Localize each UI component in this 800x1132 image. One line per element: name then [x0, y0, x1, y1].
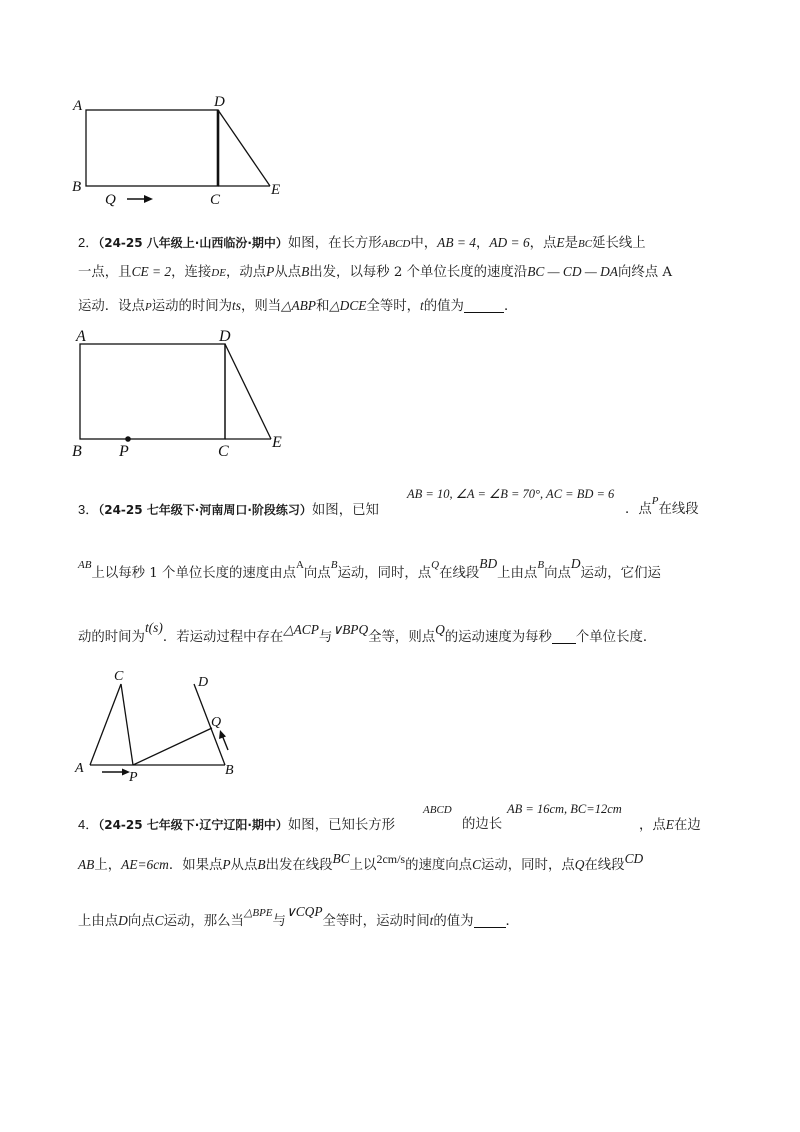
- q2-math: △ABP: [281, 298, 316, 313]
- fig3-segment-cp: [121, 684, 133, 765]
- fig2-label-c: C: [218, 443, 229, 460]
- q2-text: ，点: [529, 236, 557, 251]
- q2-math: BC: [578, 238, 593, 250]
- q3-math: P: [651, 495, 659, 507]
- q4-math: CD: [624, 851, 644, 866]
- q2-text: ，连接: [171, 265, 212, 280]
- q4-text: 与: [272, 914, 286, 929]
- answer-blank[interactable]: [474, 914, 506, 928]
- q4-math: P: [222, 857, 231, 872]
- q2-line-1: [78, 236, 646, 250]
- q4-text: 如图，已知长方形: [287, 818, 396, 833]
- fig3-label-p: P: [129, 770, 138, 784]
- q4-text: 全等时，运动时间: [322, 914, 430, 929]
- fig1-arrow-head: [144, 195, 153, 203]
- q3-text: 在线段: [658, 502, 699, 517]
- q2-text: ，则当: [240, 299, 282, 314]
- fig3-label-a: A: [75, 761, 84, 776]
- q3-text: 如图，已知: [311, 503, 379, 518]
- q2-number: 2．: [78, 235, 99, 250]
- q4-text: 在线段: [584, 858, 625, 873]
- q4-number: 4．: [78, 817, 99, 832]
- q4-text: 上由点: [78, 914, 119, 929]
- figure-3: [70, 664, 250, 784]
- figure-2: [66, 322, 306, 462]
- q2-text: 是: [564, 236, 578, 251]
- q3-math: B: [537, 559, 545, 571]
- q3-math: AB: [78, 559, 92, 571]
- q4-text: 的速度向点: [405, 858, 473, 873]
- fig2-point-p: [125, 436, 131, 442]
- fig1-label-q: Q: [105, 192, 116, 208]
- q4-math: E: [665, 817, 674, 832]
- q4-text: 从点: [230, 858, 258, 873]
- figure-1: [60, 90, 300, 210]
- q3-math: D: [570, 556, 581, 571]
- q2-math: CE = 2: [131, 264, 172, 279]
- q2-math: B: [301, 264, 310, 279]
- q2-text: 向终点 A: [617, 265, 673, 280]
- q4-text: 的边长: [462, 817, 503, 832]
- q2-text: 运动的时间为: [151, 299, 233, 314]
- fig1-label-c: C: [210, 192, 221, 208]
- q3-line-2: [78, 556, 661, 581]
- q4-math: ABCD: [423, 804, 452, 816]
- q3-text: 动的时间为: [78, 630, 145, 645]
- answer-blank[interactable]: [552, 630, 576, 644]
- answer-blank[interactable]: [464, 299, 504, 313]
- fig2-label-b: B: [72, 443, 82, 460]
- q2-text: ，: [475, 236, 490, 251]
- fig1-label-a: A: [73, 98, 83, 114]
- fig2-label-e: E: [272, 434, 282, 451]
- q4-text: 上以: [349, 858, 377, 873]
- q4-math: BC: [332, 851, 350, 866]
- q2-math: AD = 6: [489, 235, 530, 250]
- fig1-label-d: D: [214, 94, 225, 110]
- q4-dims-line-2: [507, 803, 622, 816]
- q4-dims-line: [423, 803, 452, 816]
- q3-text: 全等，则点: [368, 630, 436, 645]
- q3-text: 与: [318, 630, 333, 645]
- q4-text: 出发在线段: [265, 858, 333, 873]
- q4-line-2: [78, 851, 644, 873]
- q4-text: ．: [505, 914, 519, 929]
- q2-math: E: [556, 235, 565, 250]
- fig1-label-b: B: [72, 179, 82, 195]
- q2-text: 延长线上: [592, 236, 646, 251]
- fig2-segment-de: [225, 344, 271, 439]
- fig1-segment-de: [218, 110, 270, 186]
- q3-text: ．点: [625, 502, 652, 517]
- q2-math: BC — CD — DA: [527, 264, 618, 279]
- q3-line-1b: [625, 495, 699, 517]
- q4-math: t: [429, 913, 434, 928]
- q2-math: P: [266, 264, 275, 279]
- q3-text: 的运动速度为每秒: [444, 630, 552, 645]
- fig2-rectangle: [80, 344, 225, 439]
- q4-text: 运动，那么当: [163, 914, 244, 929]
- q3-text: 运动，同时，点: [337, 566, 432, 581]
- q4-line-1: [78, 818, 395, 832]
- q2-text: ，动点: [225, 265, 267, 280]
- q4-math: AB: [78, 857, 95, 872]
- q2-math: DE: [211, 267, 226, 279]
- q2-text: 中，: [410, 236, 438, 251]
- q3-text: 向点: [544, 566, 571, 581]
- q3-line-1: [78, 503, 379, 517]
- q3-math: BD: [479, 556, 498, 571]
- q2-line-2: [78, 265, 672, 279]
- q4-math: AE=6cm: [121, 857, 169, 872]
- q4-math: Q: [574, 857, 585, 872]
- q3-text: 上由点: [497, 566, 538, 581]
- q4-dims: AB = 16cm, BC=12cm: [507, 802, 622, 816]
- q3-text: 向点: [303, 566, 331, 581]
- q4-text: 向点: [127, 914, 155, 929]
- q3-math: B: [330, 559, 338, 571]
- q4-text: 的值为: [433, 914, 474, 929]
- q2-math: P: [144, 301, 152, 313]
- q2-text: 运动．设点: [78, 299, 145, 314]
- fig3-segment-pq: [133, 728, 212, 765]
- fig2-label-d: D: [219, 328, 231, 345]
- q4-text: ，点: [639, 818, 666, 833]
- q4-line-3: [78, 904, 519, 929]
- fig3-arrow-q-head: [219, 730, 226, 739]
- fig3-label-b: B: [225, 763, 234, 778]
- fig2-label-a: A: [76, 328, 86, 345]
- q4-text: 上，: [94, 858, 122, 873]
- fig1-rectangle: [86, 110, 218, 186]
- q3-number: 3．: [78, 502, 99, 517]
- q3-math: ∨BPQ: [332, 622, 369, 637]
- fig3-label-d: D: [198, 675, 209, 690]
- q2-line-3: [78, 299, 517, 313]
- q4-text: 运动，同时，点: [481, 858, 575, 873]
- q4-math: C: [472, 857, 481, 872]
- q4-line-1b: [462, 818, 502, 831]
- q2-math: ABCD: [381, 238, 411, 250]
- q2-text: 和: [315, 299, 330, 314]
- q2-text: 一点，且: [78, 265, 132, 280]
- q3-math: t(s): [144, 620, 163, 635]
- q4-math: B: [257, 857, 266, 872]
- q2-text: 出发，以每秒 2 个单位长度的速度沿: [309, 265, 528, 280]
- q2-text: 如图，在长方形: [287, 236, 382, 251]
- q3-line-3: [78, 620, 657, 645]
- q2-text: 全等时，: [366, 299, 421, 314]
- q3-math: A: [295, 559, 304, 571]
- fig3-label-q: Q: [211, 715, 222, 730]
- q3-text: 在线段: [439, 566, 480, 581]
- q3-text: 上以每秒 1 个单位长度的速度由点: [91, 566, 296, 581]
- q2-source: （24-25 八年级上·山西临汾·期中）: [98, 236, 288, 250]
- q4-source: （24-25 七年级下·辽宁辽阳·期中）: [98, 818, 288, 832]
- q2-text: 从点: [274, 265, 302, 280]
- q3-math: Q: [435, 622, 445, 637]
- q4-math: 2cm/s: [376, 852, 406, 866]
- q2-math: AB = 4: [437, 235, 476, 250]
- q3-cond-line: [407, 488, 614, 501]
- q4-math: D: [118, 913, 128, 928]
- q4-line-1c: [639, 818, 701, 832]
- fig3-label-c: C: [114, 669, 124, 684]
- q2-text: ．: [503, 299, 518, 314]
- fig3-segment-ac: [90, 684, 121, 765]
- q4-text: 在边: [673, 818, 701, 833]
- q2-text: 的值为: [423, 299, 464, 314]
- q3-math: Q: [431, 559, 440, 571]
- q4-math: C: [154, 913, 164, 928]
- q2-math: ts: [232, 298, 241, 313]
- q4-text: ．如果点: [168, 858, 223, 873]
- q3-source: （24-25 七年级下·河南周口·阶段练习）: [98, 503, 312, 517]
- q4-math: △BPE: [243, 907, 273, 919]
- q3-condition: AB = 10, ∠A = ∠B = 70°, AC = BD = 6: [407, 487, 615, 501]
- fig1-label-e: E: [271, 182, 281, 198]
- q3-text: ．若运动过程中存在: [162, 630, 284, 645]
- q2-math: △DCE: [329, 298, 367, 313]
- fig2-label-p: P: [119, 443, 129, 460]
- q3-text: 运动，它们运: [580, 566, 661, 581]
- q3-text: 个单位长度．: [575, 630, 657, 645]
- q3-math: △ACP: [283, 622, 319, 637]
- q2-math: t: [420, 298, 424, 313]
- q4-math: ∨CQP: [285, 904, 323, 919]
